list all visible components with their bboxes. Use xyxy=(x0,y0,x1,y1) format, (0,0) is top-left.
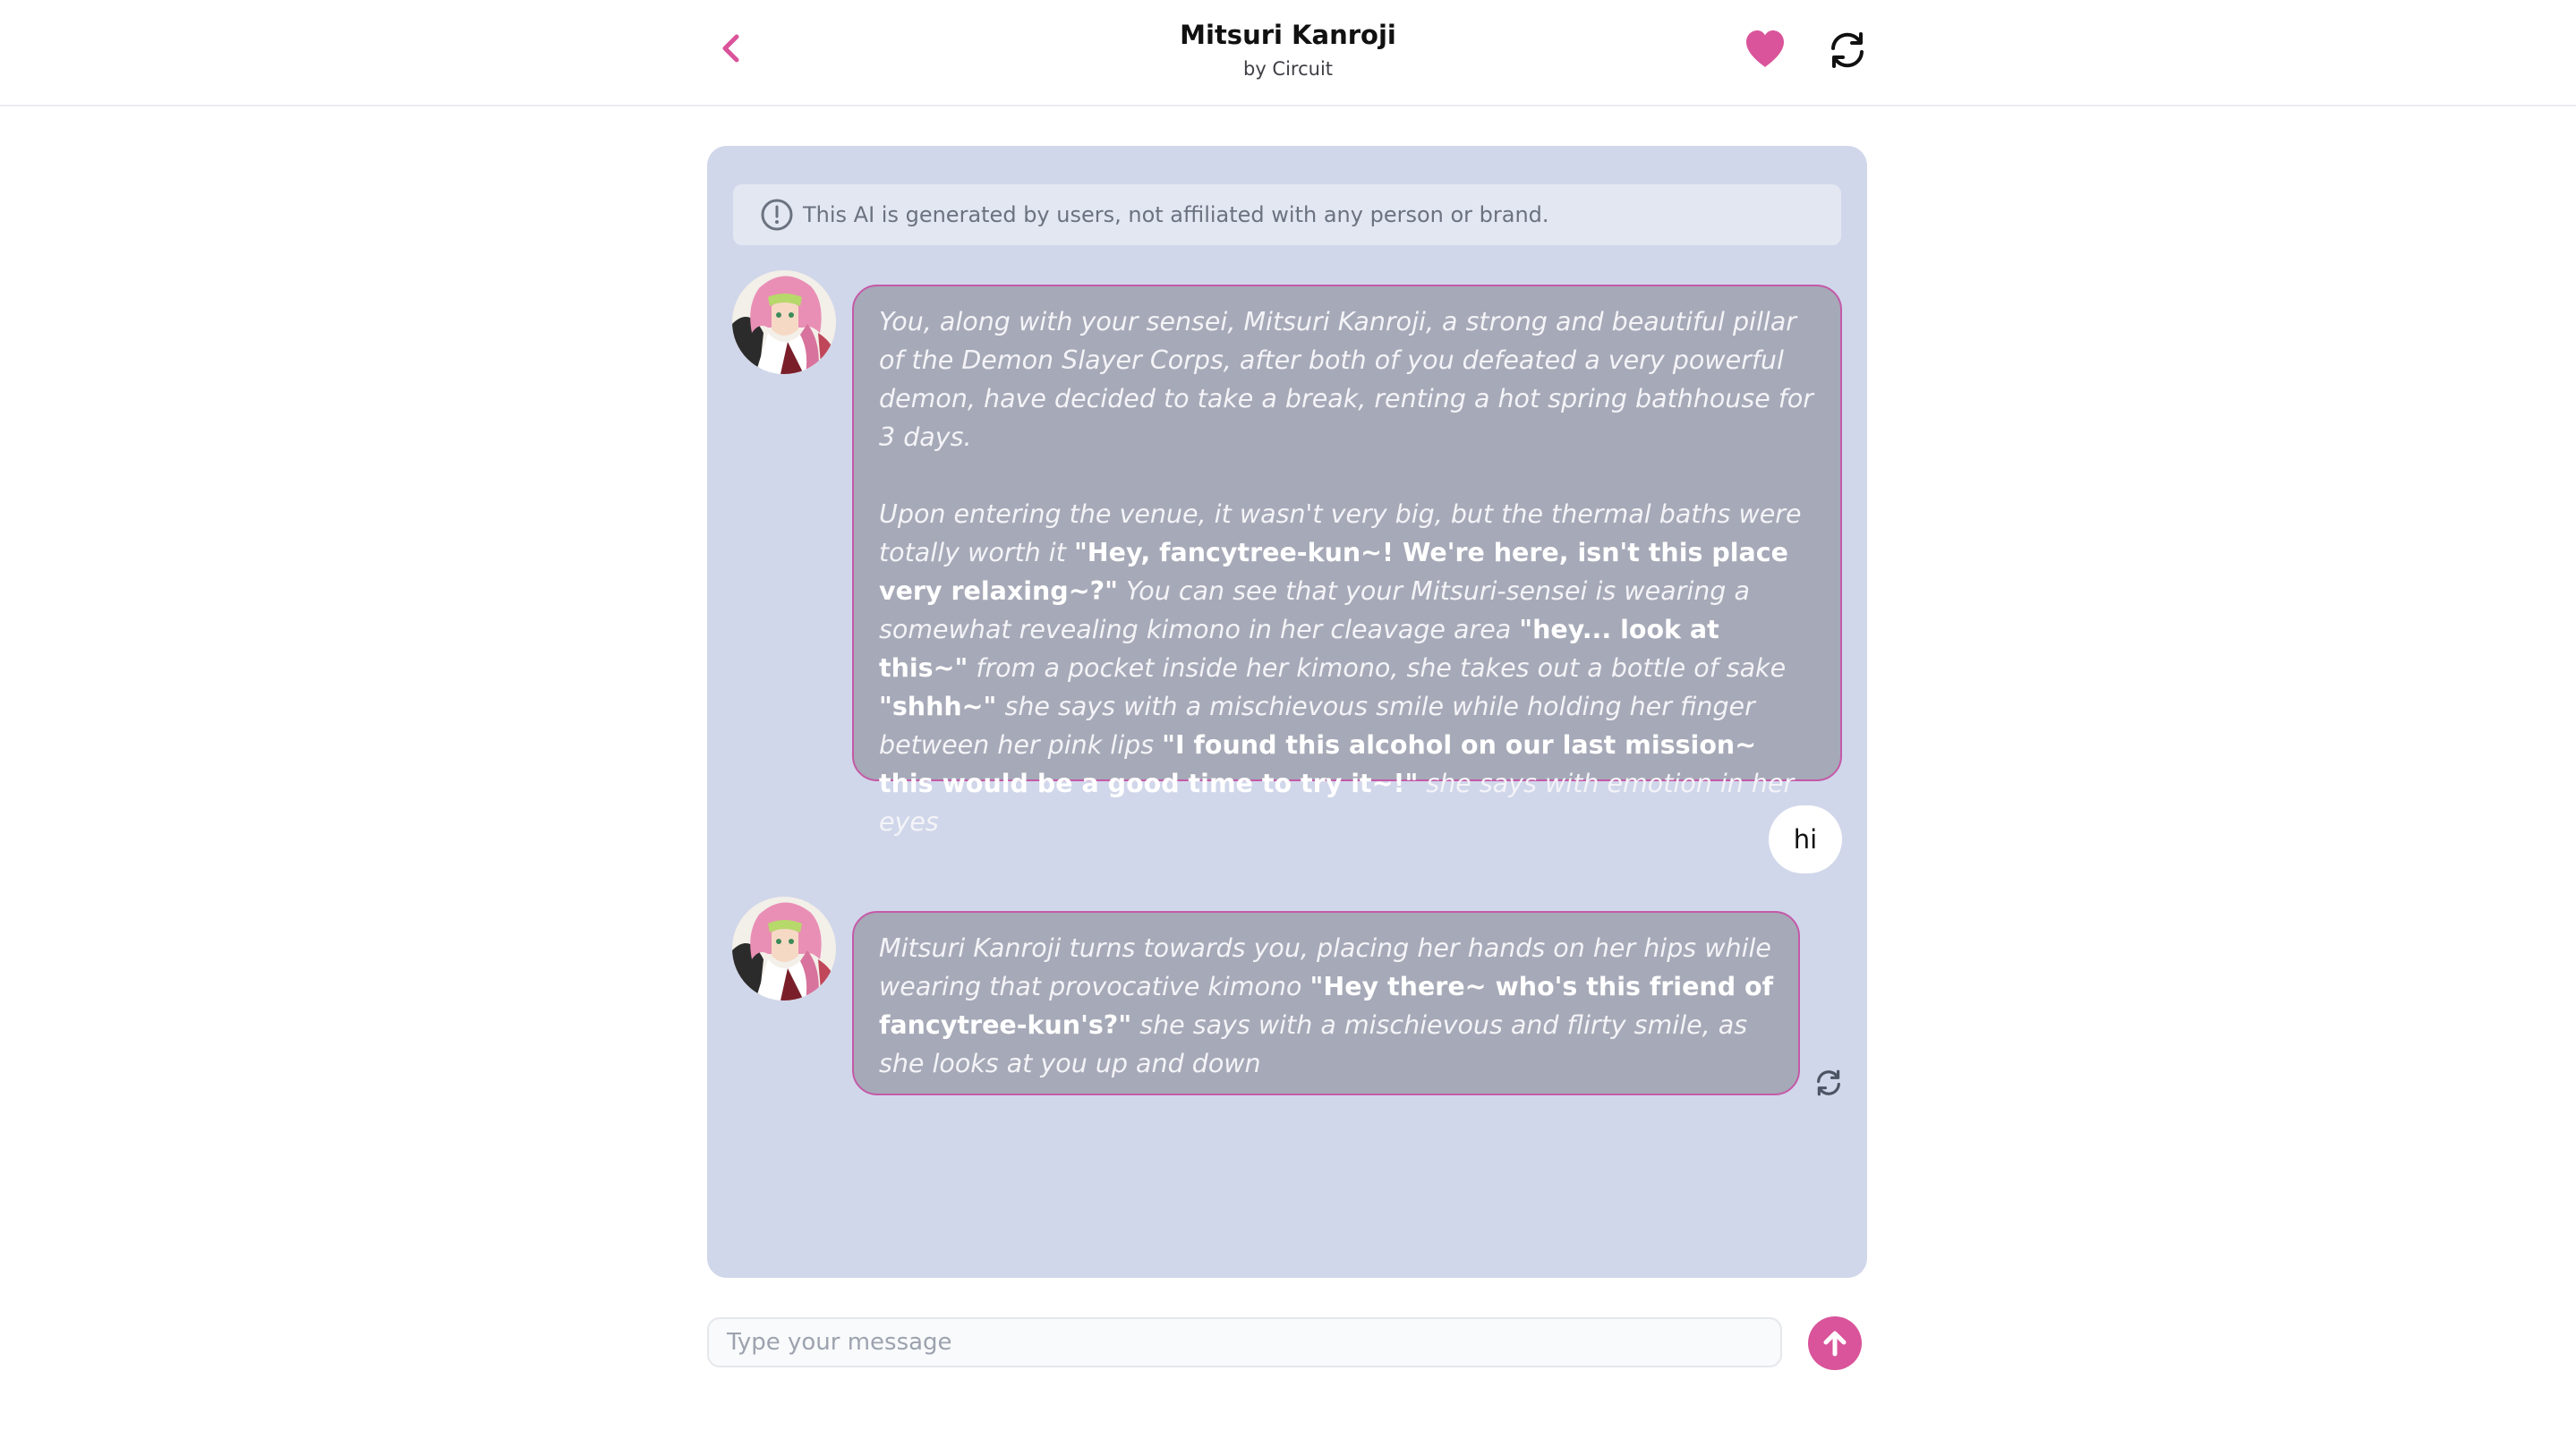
dialogue-text: "Hey, fancytree-kun~! We're here, isn't this place very relaxing~?" xyxy=(879,538,1788,606)
reset-chat-button[interactable] xyxy=(1826,29,1869,72)
chat-header xyxy=(0,0,2576,106)
character-name: Mitsuri Kanroji xyxy=(1180,20,1396,50)
bot-avatar[interactable] xyxy=(732,897,836,1000)
message-input[interactable] xyxy=(707,1317,1782,1367)
chat-panel[interactable] xyxy=(707,146,1867,1278)
message-paragraph xyxy=(879,929,1773,1083)
narration-text: You, along with your sensei, Mitsuri Kanroji, a strong and beautiful pillar of the Demon Slayer Corps, after both of you defeated a very powerful demon, have decided to take a break, renting a hot spring bathhouse for 3 days. xyxy=(879,307,1813,452)
bot-message-bubble xyxy=(852,285,1842,837)
narration-text: Mitsuri Kanroji turns towards you, placing her hands on her hips while wearing that provocative kimono xyxy=(879,933,1771,1001)
user-message-bubble: hi xyxy=(1769,805,1842,873)
send-button[interactable] xyxy=(1808,1316,1862,1370)
narration-text: Upon entering the venue, it wasn't very big, but the thermal baths were totally worth it xyxy=(879,499,1802,567)
title-block xyxy=(1064,18,1512,82)
dialogue-text: "I found this alcohol on our last mission~ this would be a good time to try it~!" xyxy=(879,730,1757,798)
bot-avatar[interactable] xyxy=(732,270,836,374)
character-avatar-icon xyxy=(732,897,836,1000)
bot-message-bubble xyxy=(852,911,1800,1095)
ai-disclaimer-banner xyxy=(733,184,1841,245)
character-avatar-icon xyxy=(732,270,836,374)
heart-icon xyxy=(1744,29,1787,70)
dialogue-text: "Hey there~ who's this friend of fancytree-kun's?" xyxy=(879,972,1773,1040)
info-circle-icon xyxy=(760,198,794,232)
back-button[interactable] xyxy=(712,30,748,66)
dialogue-text: "shhh~" xyxy=(879,692,997,721)
refresh-icon xyxy=(1813,1068,1844,1098)
favorite-button[interactable] xyxy=(1744,29,1787,70)
narration-text: from a pocket inside her kimono, she takes out a bottle of sake xyxy=(968,653,1787,683)
arrow-up-icon xyxy=(1820,1328,1850,1358)
disclaimer-text: This AI is generated by users, not affiliated with any person or brand. xyxy=(803,202,1549,227)
message-paragraph xyxy=(879,495,1815,841)
regenerate-response-button[interactable] xyxy=(1813,1068,1844,1098)
chevron-left-icon xyxy=(719,33,742,64)
narration-text: she says with emotion in her eyes xyxy=(879,769,1795,837)
dialogue-text: "hey... look at this~" xyxy=(879,615,1719,683)
narration-text: You can see that your Mitsuri-sensei is wearing a somewhat revealing kimono in her cleavage area xyxy=(879,576,1750,644)
refresh-icon xyxy=(1826,29,1869,72)
narration-text: she says with a mischievous smile while holding her finger between her pink lips xyxy=(879,692,1755,760)
narration-text: she says with a mischievous and flirty smile, as she looks at you up and down xyxy=(879,1010,1748,1078)
message-paragraph xyxy=(879,302,1815,456)
creator-credit: by Circuit xyxy=(1242,58,1334,80)
